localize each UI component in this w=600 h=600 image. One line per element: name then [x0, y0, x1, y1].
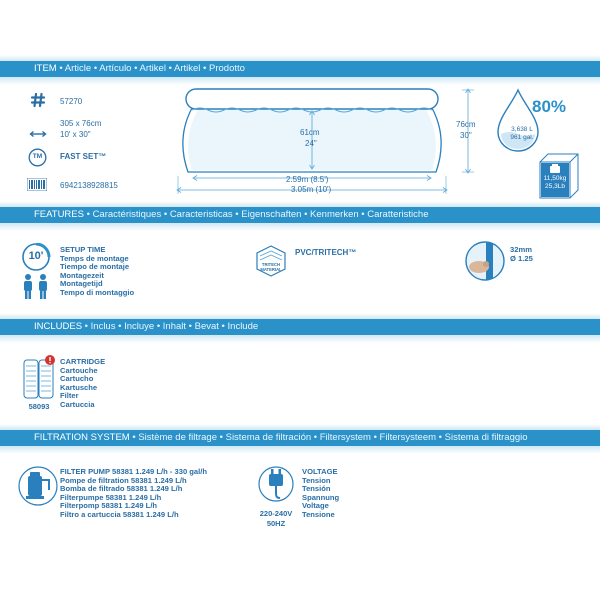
inner-height-imperial: 24": [305, 139, 317, 148]
section-translations: • Inclus • Incluye • Inhalt • Bevat • Include: [82, 321, 259, 332]
section-translations: • Caractéristiques • Caracteristicas • Eigenschaften • Kenmerken • Caratteristiche: [83, 209, 429, 220]
pipe-line: 32mm: [510, 245, 532, 254]
voltage-line: VOLTAGE: [302, 467, 338, 476]
voltage-line: Tension: [302, 475, 331, 485]
hash-icon: [30, 92, 46, 113]
weight-box-icon: [536, 150, 580, 205]
inner-height-metric: 61cm: [300, 128, 320, 137]
weight-kg: 11,50kg: [543, 175, 567, 182]
section-header-includes: [0, 319, 600, 335]
filter-pump-list: [60, 468, 207, 520]
barcode-icon: [27, 178, 47, 196]
cartridge-line: Cartucho: [60, 374, 94, 384]
item-model: FAST SET™: [60, 152, 107, 161]
voltage-line: Tensión: [302, 484, 331, 494]
cartridge-line: Kartusche: [60, 382, 98, 392]
capacity-percent: 80%: [532, 97, 567, 116]
item-size-imperial: 10' x 30": [60, 130, 91, 139]
tritech-material-icon: [254, 244, 288, 283]
setup-time-line: SETUP TIME: [60, 245, 106, 254]
pipe-line: Ø 1.25: [510, 253, 533, 263]
double-arrow-icon: [29, 125, 47, 143]
filter-cartridge-icon: [22, 354, 56, 405]
cartridge-part-number: 58093: [28, 402, 50, 411]
setup-time-line: Montagezeit: [60, 270, 104, 280]
item-number: 57270: [60, 97, 83, 106]
filter-pump-line: Pompe de filtration 58381 1.249 L/h: [60, 475, 187, 485]
setup-time-line: Montagetijd: [60, 279, 103, 289]
filter-pump-line: Filterpumpe 58381 1.249 L/h: [60, 492, 162, 502]
setup-time-line: Tiempo de montaje: [60, 262, 130, 272]
outer-width: 3.05m (10'): [291, 185, 332, 194]
item-barcode: 6942138928815: [60, 181, 118, 190]
voltage-line: Voltage: [302, 501, 329, 511]
filter-pump-line: FILTER PUMP 58381 1.249 L/h - 330 gal/h: [60, 467, 208, 476]
trademark-icon: [28, 148, 47, 172]
setup-time-line: Temps de montage: [60, 253, 129, 263]
section-header-features: [0, 207, 600, 223]
item-size-metric: 305 x 76cm: [60, 119, 102, 128]
setup-time-icon: [18, 243, 54, 306]
filter-pump-line: Filtro a cartuccia 58381 1.249 L/h: [60, 509, 179, 519]
section-title: FEATURES: [34, 209, 84, 220]
inner-width: 2.59m (8.5'): [286, 175, 329, 184]
setup-time-line: Tempo di montaggio: [60, 287, 135, 297]
frequency-value: 50HZ: [266, 519, 286, 528]
height-imperial: 30": [460, 131, 472, 140]
trademark-label: TM: [32, 153, 43, 160]
setup-time-badge: 10': [28, 250, 44, 262]
capacity-liters: 3,638 L: [511, 126, 533, 133]
voltage-list: [302, 468, 339, 520]
pipe-diameter-list: [510, 246, 533, 263]
weight-lb: 25,3Lb: [545, 183, 565, 190]
cartridge-line: CARTRIDGE: [60, 357, 106, 366]
pipe-diameter-icon: [464, 240, 506, 287]
section-title: ITEM: [34, 63, 57, 74]
section-header-filtration: [0, 430, 600, 446]
section-title: FILTRATION SYSTEM: [34, 432, 130, 443]
cartridge-list: [60, 358, 105, 410]
section-translations: • Sistème de filtrage • Sistema de filtración • Filtersystem • Filtersysteem • Sistema di filtraggio: [129, 432, 528, 443]
section-header-item: [0, 61, 600, 77]
plug-icon: [258, 464, 294, 509]
tritech-badge-label: TRITECH MATERIAL: [260, 262, 282, 272]
setup-time-list: [60, 246, 134, 298]
voltage-line: Tensione: [302, 509, 335, 519]
voltage-value: 220-240V: [259, 509, 293, 518]
material-title: PVC/TRITECH™: [295, 248, 357, 257]
cartridge-line: Cartuccia: [60, 399, 95, 409]
section-translations: • Article • Artículo • Artikel • Artikel • Prodotto: [56, 63, 245, 74]
height-metric: 76cm: [456, 120, 476, 129]
filter-pump-line: Bomba de filtrado 58381 1.249 L/h: [60, 484, 183, 494]
capacity-gallons: 961 gal.: [510, 134, 534, 141]
filter-pump-icon: [18, 464, 58, 521]
cartridge-line: Filter: [60, 391, 79, 401]
filter-pump-line: Filterpomp 58381 1.249 L/h: [60, 501, 158, 511]
cartridge-line: Cartouche: [60, 365, 98, 375]
voltage-line: Spannung: [302, 492, 340, 502]
section-title: INCLUDES: [34, 321, 83, 332]
